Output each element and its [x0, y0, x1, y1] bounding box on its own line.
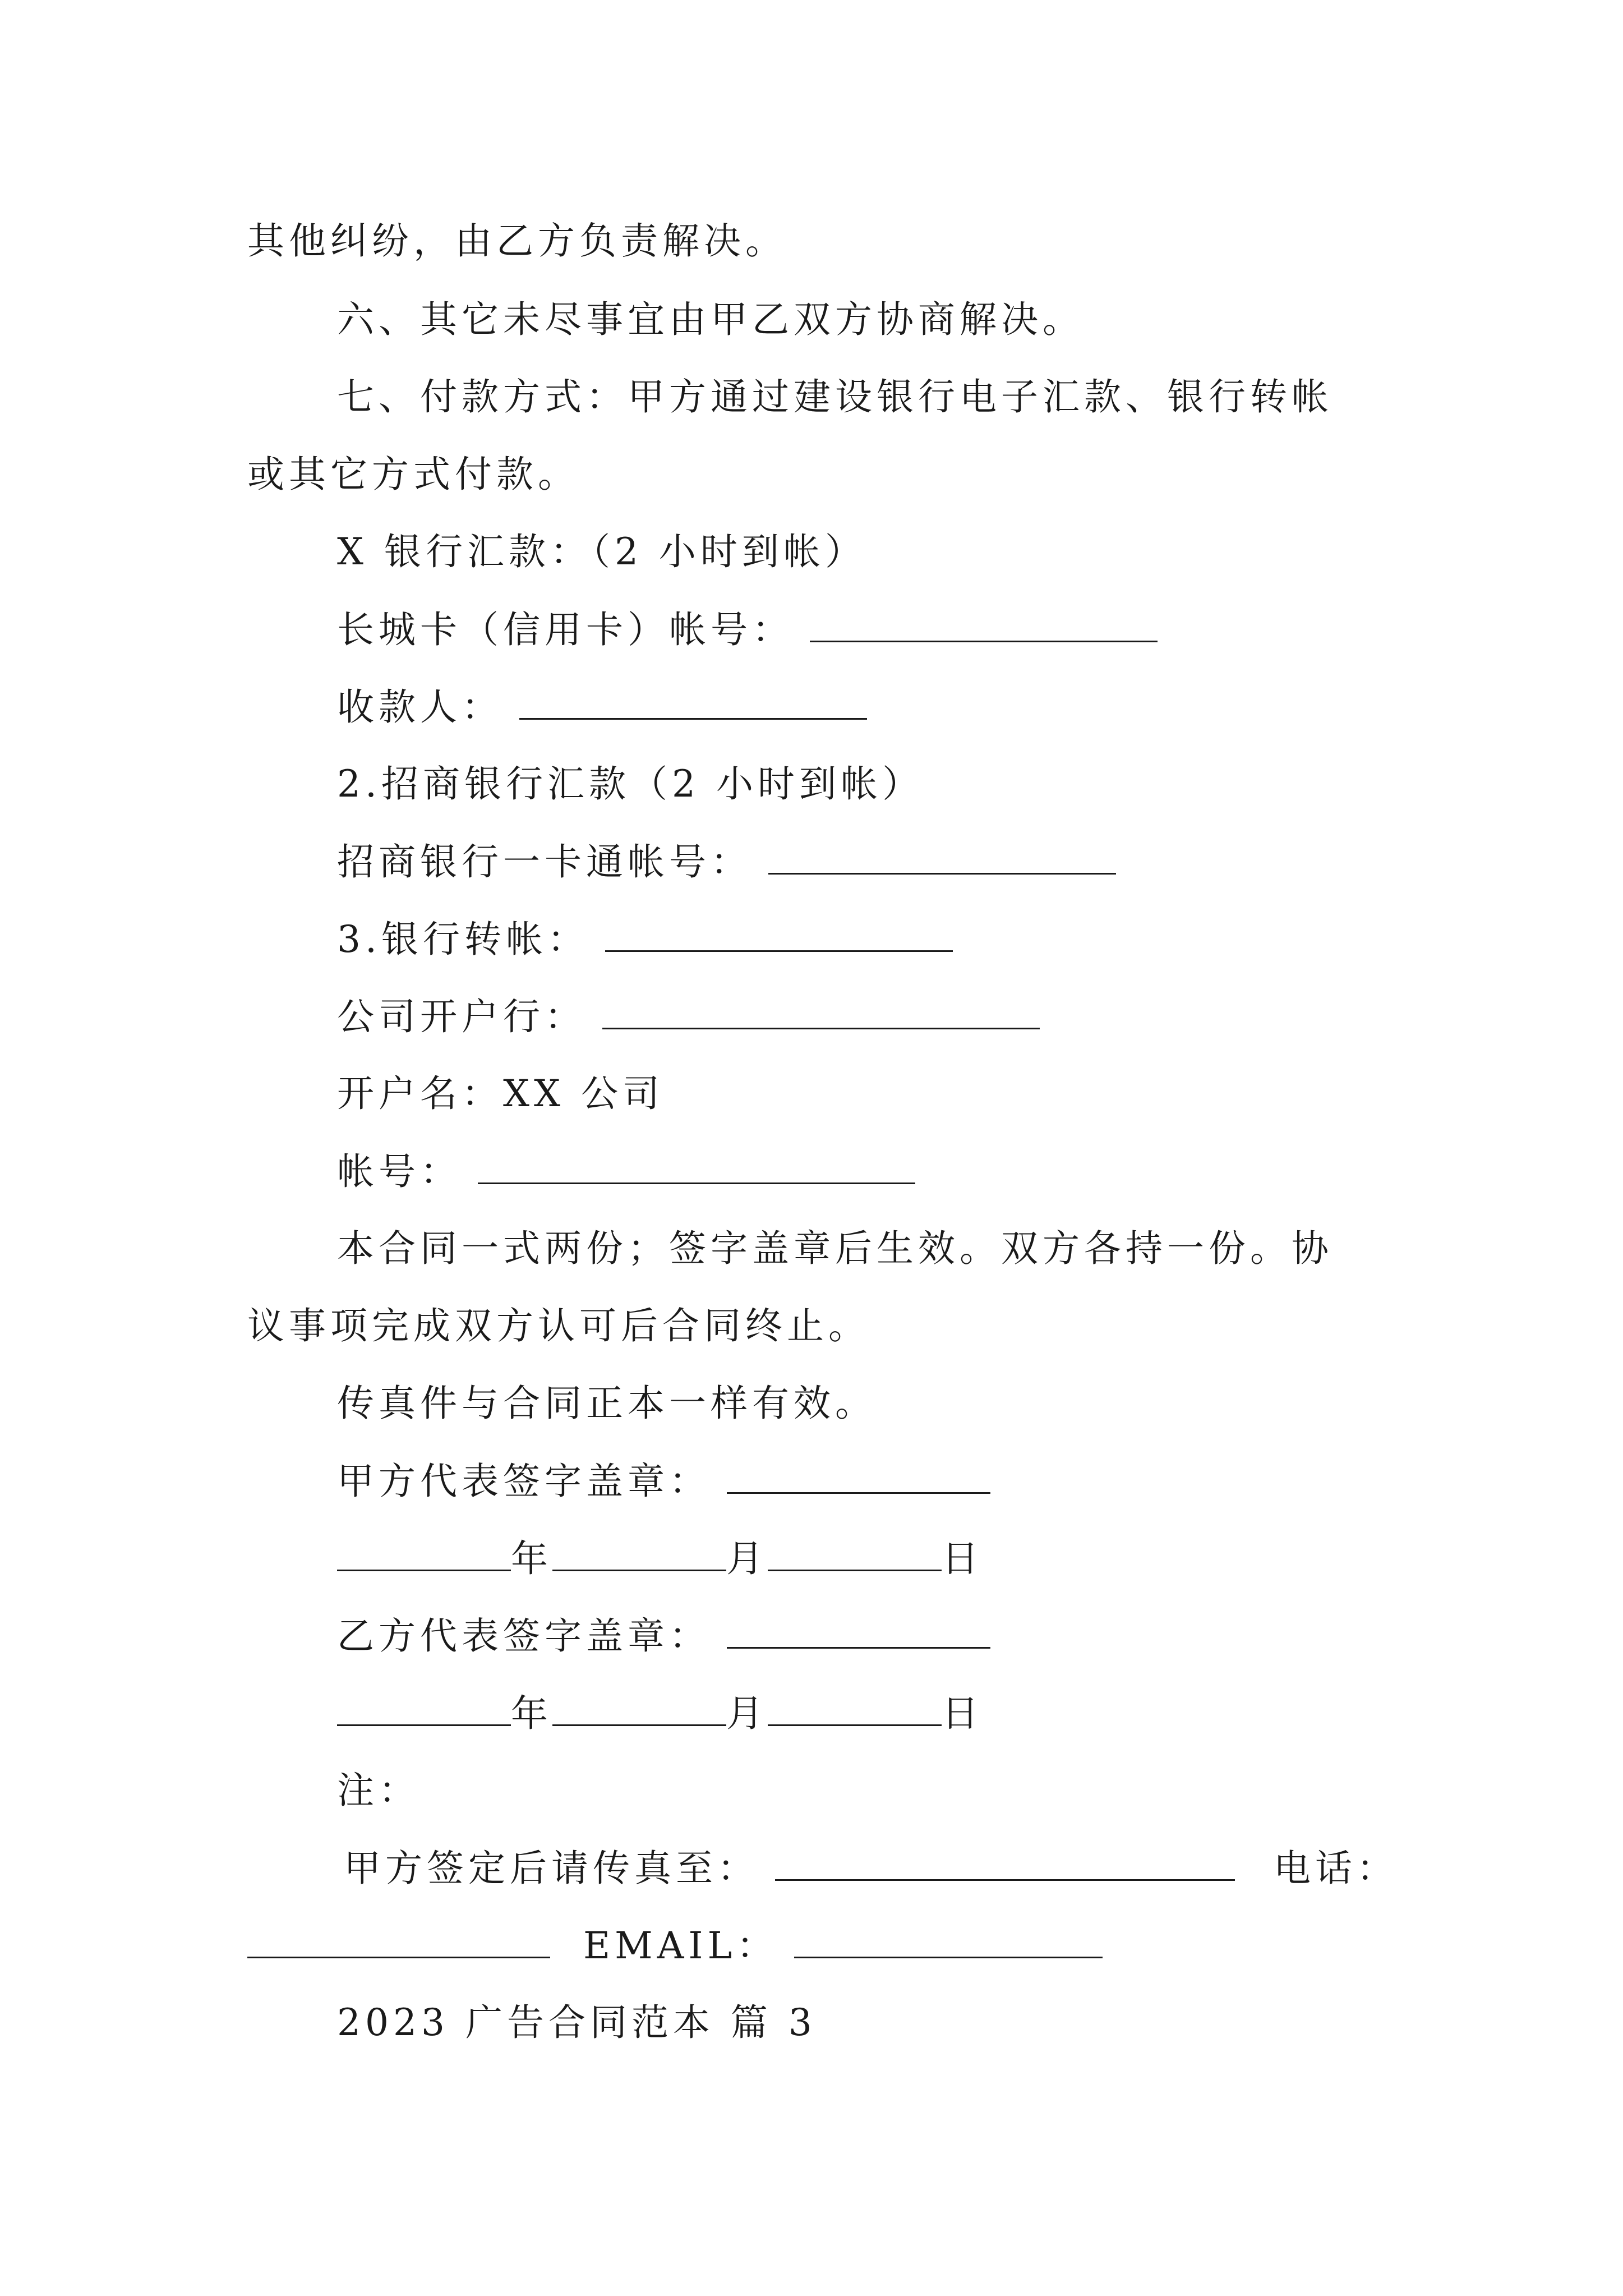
field-label: 长城卡（信用卡）帐号：: [337, 608, 794, 651]
paragraph-line: [337, 762, 924, 807]
signature-line: [337, 1458, 990, 1503]
month-blank[interactable]: [552, 1691, 726, 1726]
field-label: 乙方代表签字盖章：: [337, 1614, 711, 1658]
text: 2023 广告合同范本 篇 3: [337, 2001, 817, 2044]
field-line: [337, 994, 1040, 1039]
text: 七、付款方式：甲方通过建设银行电子汇款、银行转帐: [337, 375, 1333, 418]
field-line: [337, 839, 1116, 884]
day-blank[interactable]: [768, 1691, 942, 1726]
paragraph-line: [337, 1226, 1333, 1271]
blank-field[interactable]: [768, 839, 1116, 875]
field-label: 甲方代表签字盖章：: [337, 1460, 711, 1503]
month-label: 月: [726, 1692, 768, 1735]
field-label: 公司开户行：: [337, 995, 586, 1038]
field-line: [337, 917, 953, 961]
phone-blank[interactable]: [247, 1923, 550, 1958]
field-line: [337, 684, 867, 729]
field-label: 收款人：: [337, 685, 503, 729]
fax-line: [344, 1846, 1398, 1890]
email-line: [247, 1923, 1103, 1968]
text: 注：: [337, 1769, 420, 1812]
text: 开户名：XX 公司: [337, 1072, 664, 1115]
section-heading: [337, 2000, 817, 2045]
fax-blank[interactable]: [775, 1846, 1235, 1881]
text: 议事项完成双方认可后合同终止。: [247, 1304, 870, 1347]
field-label: 招商银行一卡通帐号：: [337, 840, 752, 884]
signature-line: [337, 1613, 990, 1658]
text: 本合同一式两份；签字盖章后生效。双方各持一份。协: [337, 1227, 1333, 1270]
year-label: 年: [511, 1537, 552, 1580]
date-line: [337, 1691, 983, 1736]
paragraph-line: [247, 1304, 870, 1349]
blank-field[interactable]: [602, 994, 1040, 1029]
paragraph-line: [337, 1381, 877, 1426]
phone-label: 电话：: [1273, 1847, 1398, 1890]
month-label: 月: [726, 1537, 768, 1580]
year-blank[interactable]: [337, 1536, 511, 1571]
day-label: 日: [942, 1692, 983, 1735]
text: X 银行汇款：（2 小时到帐）: [337, 530, 866, 573]
blank-field[interactable]: [605, 917, 953, 952]
text: 2.招商银行汇款（2 小时到帐）: [337, 762, 924, 806]
date-line: [337, 1536, 983, 1581]
field-label: 3.银行转帐：: [337, 918, 589, 961]
paragraph-line: [337, 297, 1084, 342]
blank-field[interactable]: [810, 607, 1158, 642]
day-label: 日: [942, 1537, 983, 1580]
field-label: 甲方签定后请传真至：: [344, 1847, 759, 1890]
text: 传真件与合同正本一样有效。: [337, 1382, 877, 1425]
field-label: 帐号：: [337, 1150, 462, 1193]
blank-field[interactable]: [478, 1149, 915, 1184]
email-blank[interactable]: [794, 1923, 1103, 1958]
year-label: 年: [511, 1692, 552, 1735]
text: 六、其它未尽事宜由甲乙双方协商解决。: [337, 298, 1084, 341]
day-blank[interactable]: [768, 1536, 942, 1571]
paragraph-line: [247, 219, 787, 264]
paragraph-line: [337, 1071, 664, 1116]
field-line: [337, 607, 1158, 652]
blank-field[interactable]: [519, 684, 867, 720]
paragraph-line: [247, 452, 579, 497]
paragraph-line: [337, 530, 866, 574]
signature-blank[interactable]: [727, 1613, 990, 1649]
field-line: [337, 1149, 915, 1194]
year-blank[interactable]: [337, 1691, 511, 1726]
email-label: EMAIL：: [583, 1924, 778, 1967]
signature-blank[interactable]: [727, 1458, 990, 1494]
month-blank[interactable]: [552, 1536, 726, 1571]
text: 或其它方式付款。: [247, 453, 579, 496]
paragraph-line: [337, 375, 1333, 420]
paragraph-line: [337, 1768, 420, 1813]
text: 其他纠纷，由乙方负责解决。: [247, 219, 787, 263]
